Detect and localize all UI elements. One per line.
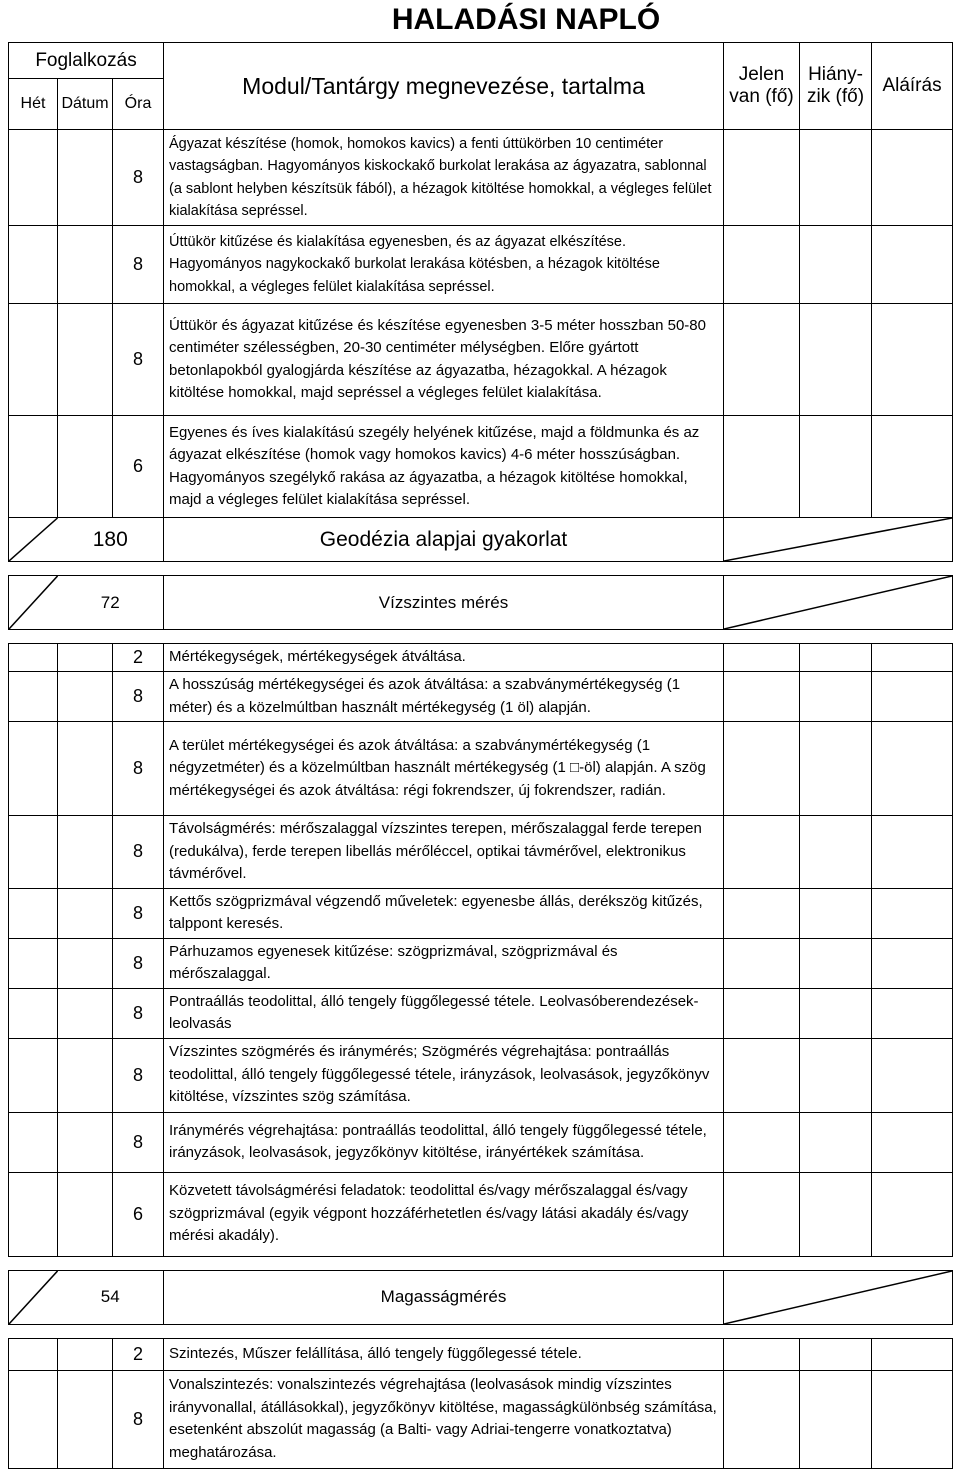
table-row xyxy=(9,1370,953,1468)
progress-log-table xyxy=(8,42,953,1469)
modul-header: Modul/Tantárgy megnevezése, tartalma xyxy=(164,43,724,130)
het-cell xyxy=(9,1338,58,1370)
hours-cell: 6 xyxy=(113,1172,164,1256)
hours-cell: 8 xyxy=(113,130,164,226)
datum-cell xyxy=(58,416,113,518)
table-row xyxy=(9,304,953,416)
table-row xyxy=(9,722,953,816)
header-row-1 xyxy=(9,43,953,79)
alairas-cell xyxy=(872,416,953,518)
jelen-cell xyxy=(724,1338,800,1370)
spacer-cell xyxy=(9,562,953,576)
hours-cell: 8 xyxy=(113,304,164,416)
hiany-cell xyxy=(800,1112,872,1172)
jelen-cell xyxy=(724,816,800,889)
datum-cell xyxy=(58,816,113,889)
datum-cell xyxy=(58,226,113,304)
description-cell: Pontraállás teodolittal, álló tengely függőlegessé tétele. Leolvasóberendezések-leolvasás xyxy=(164,988,724,1038)
datum-cell xyxy=(58,130,113,226)
alairas-cell xyxy=(872,1172,953,1256)
het-cell xyxy=(9,722,58,816)
het-cell xyxy=(9,672,58,722)
hiany-header-line2: zik (fő) xyxy=(807,86,865,107)
description-cell: Úttükör kitűzése és kialakítása egyenesben, és az ágyazat elkészítése. Hagyományos nagykockakő burkolat lerakása kötésben, a hézagok kitöltése homokkal, a végleges felület kialakítása sepréssel. xyxy=(164,226,724,304)
alairas-cell xyxy=(872,938,953,988)
alairas-cell xyxy=(872,988,953,1038)
hiany-cell xyxy=(800,938,872,988)
hours-cell: 8 xyxy=(113,888,164,938)
het-cell xyxy=(9,1112,58,1172)
het-cell xyxy=(9,988,58,1038)
hours-cell: 8 xyxy=(113,1370,164,1468)
alairas-cell xyxy=(872,1338,953,1370)
spacer-row xyxy=(9,562,953,576)
het-cell xyxy=(9,816,58,889)
description-cell: Mértékegységek, mértékegységek átváltása. xyxy=(164,644,724,672)
hours-cell: 8 xyxy=(113,988,164,1038)
hiany-cell xyxy=(800,130,872,226)
datum-cell xyxy=(58,1370,113,1468)
het-header: Hét xyxy=(9,79,58,130)
het-cell xyxy=(9,1038,58,1112)
hiany-cell xyxy=(800,722,872,816)
table-row xyxy=(9,226,953,304)
table-row xyxy=(9,938,953,988)
hiany-cell xyxy=(800,644,872,672)
datum-cell xyxy=(58,1038,113,1112)
spacer-cell xyxy=(9,630,953,644)
spacer-row xyxy=(9,630,953,644)
slash-cell xyxy=(724,576,953,630)
section-row-geodezia xyxy=(9,518,953,562)
datum-cell xyxy=(58,304,113,416)
alairas-cell xyxy=(872,304,953,416)
datum-header: Dátum xyxy=(58,79,113,130)
hiany-cell xyxy=(800,1338,872,1370)
description-cell: Távolságmérés: mérőszalaggal vízszintes terepen, mérőszalaggal ferde terepen (redukálva), ferde terepen libellás mérőléccel, optikai távmérővel, elektronikus távmérővel. xyxy=(164,816,724,889)
description-cell: Vízszintes szögmérés és iránymérés; Szögmérés végrehajtása: pontraállás teodolittal, álló tengely függőlegessé tétele, irányzások, leolvasások, jegyzőkönyv kitöltése, vízszintes szög számítása. xyxy=(164,1038,724,1112)
description-cell: A terület mértékegységei és azok átváltása: a szabványmértékegység (1 négyzetméter) és a közelmúltban használt mértékegység (1 □-öl) alapján. A szög mértékegységei és azok átváltása: régi fokrendszer, új fokrendszer, radián. xyxy=(164,722,724,816)
section-hours: 54 xyxy=(58,1270,164,1324)
spacer-cell xyxy=(9,1324,953,1338)
description-cell: Párhuzamos egyenesek kitűzése: szögprizmával, szögprizmával és mérőszalaggal. xyxy=(164,938,724,988)
page-title: HALADÁSI NAPLÓ xyxy=(391,3,661,36)
hiany-cell xyxy=(800,1172,872,1256)
datum-cell xyxy=(58,644,113,672)
section-hours: 72 xyxy=(58,576,164,630)
table-row xyxy=(9,644,953,672)
hours-cell: 6 xyxy=(113,416,164,518)
het-cell xyxy=(9,644,58,672)
het-cell xyxy=(9,304,58,416)
table-row xyxy=(9,416,953,518)
description-cell: A hosszúság mértékegységei és azok átváltása: a szabványmértékegység (1 méter) és a közelmúltban használt mértékegység (1 öl) alapján. xyxy=(164,672,724,722)
hiany-header-line1: Hiány- xyxy=(808,64,863,85)
ora-header: Óra xyxy=(113,79,164,130)
hiany-cell xyxy=(800,672,872,722)
jelen-cell xyxy=(724,1112,800,1172)
table-row xyxy=(9,1172,953,1256)
hiany-cell xyxy=(800,226,872,304)
table-row xyxy=(9,988,953,1038)
het-cell xyxy=(9,1172,58,1256)
hiany-cell xyxy=(800,416,872,518)
jelen-cell xyxy=(724,938,800,988)
datum-cell xyxy=(58,988,113,1038)
table-row xyxy=(9,672,953,722)
hiany-cell xyxy=(800,304,872,416)
hours-cell: 8 xyxy=(113,938,164,988)
datum-cell xyxy=(58,722,113,816)
alairas-cell xyxy=(872,722,953,816)
hiany-cell xyxy=(800,888,872,938)
alairas-cell xyxy=(872,1370,953,1468)
table-row xyxy=(9,1112,953,1172)
het-cell xyxy=(9,226,58,304)
hiany-header xyxy=(800,43,872,130)
hours-cell: 2 xyxy=(113,644,164,672)
section-title: Vízszintes mérés xyxy=(164,576,724,630)
jelen-cell xyxy=(724,672,800,722)
alairas-cell xyxy=(872,816,953,889)
table-row xyxy=(9,1338,953,1370)
jelen-cell xyxy=(724,888,800,938)
spacer-cell xyxy=(9,1256,953,1270)
datum-cell xyxy=(58,1338,113,1370)
jelen-cell xyxy=(724,988,800,1038)
jelen-cell xyxy=(724,644,800,672)
jelen-cell xyxy=(724,1172,800,1256)
section-row-vizszintes xyxy=(9,576,953,630)
section-title: Geodézia alapjai gyakorlat xyxy=(164,518,724,562)
description-cell: Szintezés, Műszer felállítása, álló tengely függőlegessé tétele. xyxy=(164,1338,724,1370)
hiany-cell xyxy=(800,1370,872,1468)
description-cell: Kettős szögprizmával végzendő műveletek: egyenesbe állás, derékszög kitűzés, talppont keresés. xyxy=(164,888,724,938)
alairas-cell xyxy=(872,672,953,722)
hours-cell: 8 xyxy=(113,672,164,722)
jelen-cell xyxy=(724,130,800,226)
table-row xyxy=(9,888,953,938)
description-cell: Egyenes és íves kialakítású szegély helyének kitűzése, majd a földmunka és az ágyazat elkészítése (homok vagy homokos kavics) 4-6 méter hosszúságban. Hagyományos szegélykő rakása az ágyazatba, a hézagok kitöltése homokkal, majd a végleges felület kialakítása sepréssel. xyxy=(164,416,724,518)
description-cell: Úttükör és ágyazat kitűzése és készítése egyenesben 3-5 méter hosszban 50-80 centiméter szélességben, 20-30 centiméter mélységben. Előre gyártott betonlapokból gyalogjárda készítése az ágyazatba, hézagokkal. A hézagok kitöltése homokkal, majd sepréssel a végleges felület kialakítása. xyxy=(164,304,724,416)
het-cell xyxy=(9,888,58,938)
het-cell xyxy=(9,130,58,226)
slash-cell xyxy=(9,1270,58,1324)
section-hours: 180 xyxy=(58,518,164,562)
datum-cell xyxy=(58,888,113,938)
het-cell xyxy=(9,938,58,988)
alairas-cell xyxy=(872,130,953,226)
jelen-cell xyxy=(724,304,800,416)
table-row xyxy=(9,816,953,889)
spacer-row xyxy=(9,1324,953,1338)
jelen-header-line1: Jelen xyxy=(738,64,785,85)
hours-cell: 8 xyxy=(113,816,164,889)
alairas-cell xyxy=(872,1038,953,1112)
jelen-cell xyxy=(724,722,800,816)
description-cell: Ágyazat készítése (homok, homokos kavics) a fenti úttükörben 10 centiméter vastagságban. Hagyományos kiskockakő burkolat lerakása az ágyazatra, sablonnal (a sablont helyben készítsük fából), a hézagok kitöltése homokkal, a végleges felület kialakítása sepréssel. xyxy=(164,130,724,226)
jelen-header xyxy=(724,43,800,130)
spacer-row xyxy=(9,1256,953,1270)
foglalkozas-header: Foglalkozás xyxy=(9,43,164,79)
hours-cell: 8 xyxy=(113,1112,164,1172)
datum-cell xyxy=(58,1172,113,1256)
jelen-cell xyxy=(724,226,800,304)
jelen-cell xyxy=(724,1038,800,1112)
description-cell: Iránymérés végrehajtása: pontraállás teodolittal, álló tengely függőlegessé tétele, irányzások, leolvasások, jegyzőkönyv kitöltése, irányértékek számítása. xyxy=(164,1112,724,1172)
het-cell xyxy=(9,416,58,518)
slash-cell xyxy=(724,1270,953,1324)
alairas-cell xyxy=(872,644,953,672)
hours-cell: 2 xyxy=(113,1338,164,1370)
datum-cell xyxy=(58,938,113,988)
hiany-cell xyxy=(800,988,872,1038)
hiany-cell xyxy=(800,1038,872,1112)
alairas-cell xyxy=(872,888,953,938)
hours-cell: 8 xyxy=(113,1038,164,1112)
alairas-cell xyxy=(872,1112,953,1172)
alairas-header: Aláírás xyxy=(872,43,953,130)
section-row-magassag xyxy=(9,1270,953,1324)
jelen-header-line2: van (fő) xyxy=(729,86,794,107)
table-row xyxy=(9,1038,953,1112)
slash-cell xyxy=(9,576,58,630)
slash-cell xyxy=(724,518,953,562)
hiany-cell xyxy=(800,816,872,889)
description-cell: Vonalszintezés: vonalszintezés végrehajtása (leolvasások mindig vízszintes irányvonallal, átállásokkal), jegyzőkönyv kitöltése, magasságkülönbség számítása, esetenként abszolút magasság (a Balti- vagy Adriai-tengerre vonatkoztatva) meghatározása. xyxy=(164,1370,724,1468)
het-cell xyxy=(9,1370,58,1468)
hours-cell: 8 xyxy=(113,722,164,816)
description-cell: Közvetett távolságmérési feladatok: teodolittal és/vagy mérőszalaggal és/vagy szögprizmával (egyik végpont hozzáférhetetlen és/vagy látási akadály és/vagy mérési akadály). xyxy=(164,1172,724,1256)
jelen-cell xyxy=(724,1370,800,1468)
jelen-cell xyxy=(724,416,800,518)
section-title: Magasságmérés xyxy=(164,1270,724,1324)
alairas-cell xyxy=(872,226,953,304)
datum-cell xyxy=(58,1112,113,1172)
datum-cell xyxy=(58,672,113,722)
hours-cell: 8 xyxy=(113,226,164,304)
slash-cell xyxy=(9,518,58,562)
table-row xyxy=(9,130,953,226)
